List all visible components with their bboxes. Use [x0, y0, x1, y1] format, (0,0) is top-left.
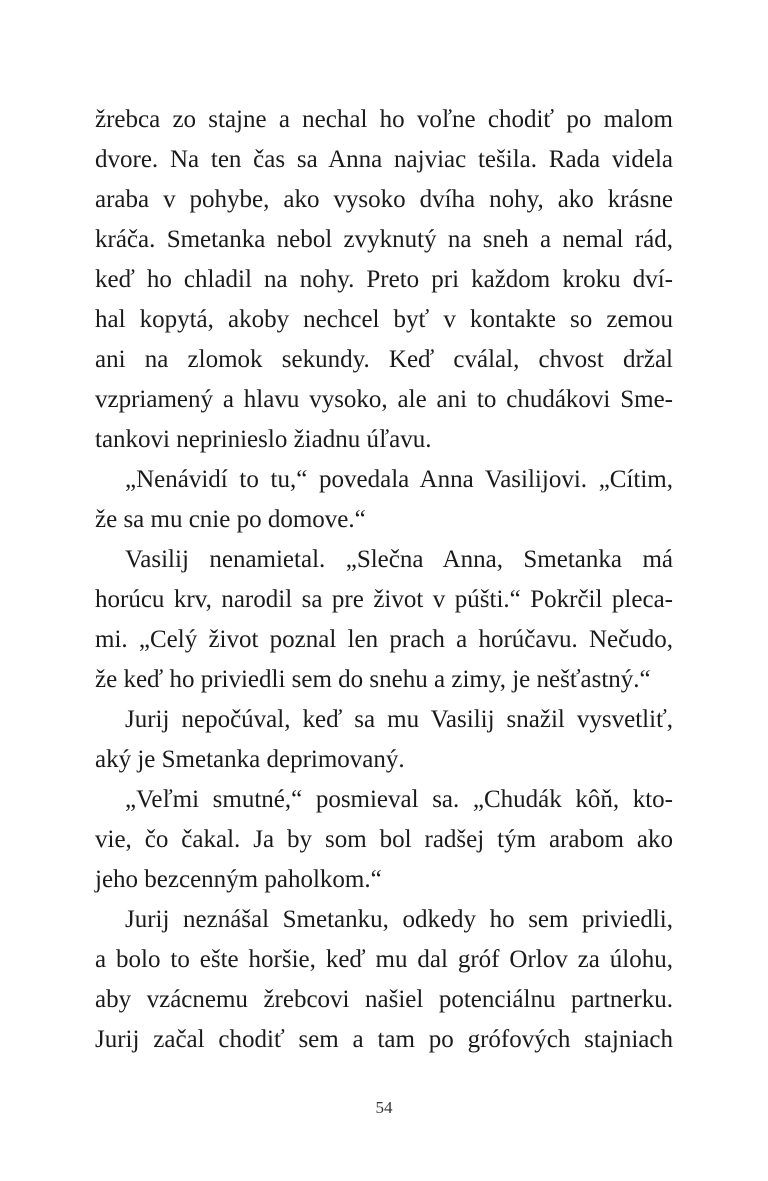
paragraph	[95, 540, 673, 700]
text-line: „Nenávidí to tu,“ povedala Anna Vasilijovi. „Cítim,	[125, 466, 673, 493]
page-number: 54	[375, 1098, 393, 1117]
text-line: aký je Smetanka deprimovaný.	[95, 746, 405, 773]
paragraph	[95, 780, 673, 900]
text-line: vzpriamený a hlavu vysoko, ale ani to chudákovi Sme-	[95, 386, 673, 413]
text-line: tankovi neprinieslo žiadnu úľavu.	[95, 426, 432, 453]
text-line: Jurij neznášal Smetanku, odkedy ho sem priviedli,	[125, 906, 673, 933]
text-line: araba v pohybe, ako vysoko dvíha nohy, ako krásne	[95, 186, 673, 213]
text-line: že keď ho priviedli sem do snehu a zimy, je nešťastný.“	[95, 666, 651, 693]
text-line: Jurij nepočúval, keď sa mu Vasilij snažil vysvetliť,	[125, 706, 673, 733]
text-line: kráča. Smetanka nebol zvyknutý na sneh a nemal rád,	[95, 226, 673, 253]
paragraph	[95, 460, 673, 540]
text-line: vie, čo čakal. Ja by som bol radšej tým arabom ako	[95, 826, 673, 853]
text-line: horúcu krv, narodil sa pre život v púšti.“ Pokrčil pleca-	[95, 586, 673, 613]
text-line: žrebca zo stajne a nechal ho voľne chodiť po malom	[95, 106, 673, 133]
paragraph	[95, 700, 673, 780]
page-body	[95, 100, 673, 1060]
text-line: dvore. Na ten čas sa Anna najviac tešila. Rada videla	[95, 146, 673, 173]
text-line: „Veľmi smutné,“ posmieval sa. „Chudák kôň, kto-	[125, 786, 673, 813]
text-line: a bolo to ešte horšie, keď mu dal gróf Orlov za úlohu,	[95, 946, 673, 973]
text-line: aby vzácnemu žrebcovi našiel potenciálnu partnerku.	[95, 986, 673, 1013]
paragraph	[95, 100, 673, 460]
text-line: Vasilij nenamietal. „Slečna Anna, Smetanka má	[125, 546, 673, 573]
text-line: jeho bezcenným paholkom.“	[95, 866, 382, 893]
text-line: hal kopytá, akoby nechcel byť v kontakte so zemou	[95, 306, 673, 333]
text-line: že sa mu cnie po domove.“	[95, 506, 366, 533]
text-line: keď ho chladil na nohy. Preto pri každom kroku dví-	[95, 266, 673, 293]
text-line: mi. „Celý život poznal len prach a horúčavu. Nečudo,	[95, 626, 673, 653]
text-line: Jurij začal chodiť sem a tam po grófových stajniach	[95, 1026, 673, 1053]
text-line: ani na zlomok sekundy. Keď cválal, chvost držal	[95, 346, 673, 373]
paragraph	[95, 900, 673, 1060]
